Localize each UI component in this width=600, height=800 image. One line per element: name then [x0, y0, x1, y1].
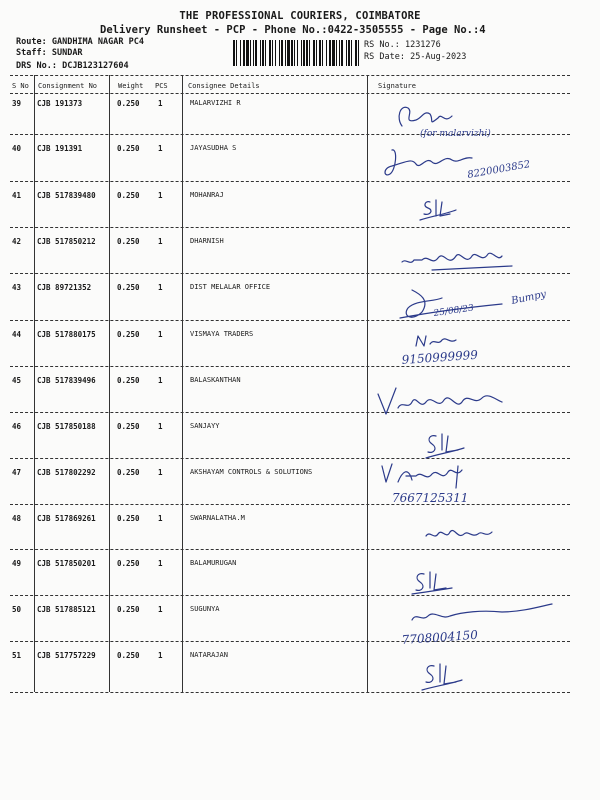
drs-line	[16, 61, 129, 71]
barcode-bar	[281, 40, 283, 66]
cell-pcs: 1	[158, 376, 163, 385]
drs-label: DRS No.:	[16, 61, 57, 71]
barcode-bar	[336, 40, 337, 66]
signature-row-45	[372, 380, 568, 422]
cell-pcs: 1	[158, 237, 163, 246]
barcode-bar	[250, 40, 251, 66]
cell-sno: 48	[12, 514, 22, 523]
cell-pcs: 1	[158, 144, 163, 153]
cell-weight: 0.250	[117, 559, 140, 568]
cell-consignee: DIST MELALAR OFFICE	[190, 283, 271, 291]
cell-sno: 43	[12, 283, 22, 292]
cell-consignee: SWARNALATHA.M	[190, 514, 245, 522]
col-divider-sno	[34, 75, 35, 692]
signature-row-46	[372, 426, 568, 460]
barcode-bar	[272, 40, 273, 66]
cell-pcs: 1	[158, 651, 163, 660]
cell-consignee: AKSHAYAM CONTROLS & SOLUTIONS	[190, 468, 313, 476]
barcode-bar	[355, 40, 357, 66]
barcode-bar	[326, 40, 327, 66]
col-header-consignment: Consignment No	[38, 82, 98, 90]
cell-consignment-no: CJB 191391	[37, 144, 83, 153]
barcode-bar	[301, 40, 302, 66]
cell-weight: 0.250	[117, 651, 140, 660]
cell-weight: 0.250	[117, 468, 140, 477]
barcode-bar	[329, 40, 331, 66]
rs-date-label: RS Date:	[364, 52, 405, 62]
barcode-bar	[275, 40, 276, 66]
cell-sno: 44	[12, 330, 22, 339]
cell-pcs: 1	[158, 605, 163, 614]
staff-line	[16, 48, 83, 58]
staff-label: Staff:	[16, 48, 47, 58]
col-header-pcs: PCS	[155, 82, 168, 90]
cell-consignee: SUGUNYA	[190, 605, 220, 613]
cell-sno: 45	[12, 376, 22, 385]
row-separator	[10, 692, 570, 693]
barcode-bar	[297, 40, 298, 66]
cell-sno: 47	[12, 468, 22, 477]
barcode-bar	[265, 40, 266, 66]
cell-pcs: 1	[158, 559, 163, 568]
rs-date-line	[364, 52, 466, 62]
cell-consignee: MOHANRAJ	[190, 191, 224, 199]
row-separator	[10, 549, 570, 550]
cell-consignee: BALASKANTHAN	[190, 376, 241, 384]
cell-sno: 39	[12, 99, 22, 108]
barcode	[233, 40, 361, 66]
barcode-bar	[319, 40, 321, 66]
cell-consignment-no: CJB 517850201	[37, 559, 96, 568]
barcode-bar	[269, 40, 271, 66]
rs-no-value: 1231276	[404, 40, 441, 50]
rs-no-line	[364, 40, 441, 50]
company-name: THE PROFESSIONAL COURIERS, COIMBATORE	[179, 10, 421, 22]
cell-pcs: 1	[158, 330, 163, 339]
cell-weight: 0.250	[117, 514, 140, 523]
cell-weight: 0.250	[117, 191, 140, 200]
cell-pcs: 1	[158, 514, 163, 523]
cell-consignment-no: CJB 517839480	[37, 191, 96, 200]
cell-weight: 0.250	[117, 422, 140, 431]
barcode-bar	[240, 40, 241, 66]
barcode-bar	[243, 40, 245, 66]
cell-weight: 0.250	[117, 237, 140, 246]
barcode-bar	[236, 40, 237, 66]
signature-row-47	[372, 458, 568, 508]
cell-weight: 0.250	[117, 605, 140, 614]
handwritten-note-r43: Bumpy	[510, 288, 548, 307]
barcode-bar	[309, 40, 310, 66]
route-line	[16, 37, 144, 47]
cell-consignment-no: CJB 89721352	[37, 283, 92, 292]
barcode-bar	[322, 40, 323, 66]
handwritten-phone-r50: 7708004150	[401, 627, 479, 647]
barcode-bar	[348, 40, 350, 66]
signature-row-39	[372, 96, 568, 142]
cell-consignee: BALAMURUGAN	[190, 559, 237, 567]
cell-consignment-no: CJB 517802292	[37, 468, 96, 477]
barcode-bar	[253, 40, 254, 66]
signature-row-50	[372, 598, 568, 650]
signature-row-44	[372, 328, 568, 370]
col-header-consignee: Consignee Details	[188, 82, 260, 90]
cell-consignee: DHARNISH	[190, 237, 224, 245]
cell-consignment-no: CJB 517885121	[37, 605, 96, 614]
cell-weight: 0.250	[117, 283, 140, 292]
cell-consignment-no: CJB 517880175	[37, 330, 96, 339]
handwritten-phone-r44: 9150999999	[401, 347, 479, 367]
signature-row-49	[372, 566, 568, 596]
cell-consignment-no: CJB 517850188	[37, 422, 96, 431]
cell-consignee: SANJAYY	[190, 422, 220, 430]
barcode-bar	[316, 40, 317, 66]
cell-pcs: 1	[158, 468, 163, 477]
barcode-bar	[332, 40, 335, 66]
cell-weight: 0.250	[117, 99, 140, 108]
rs-date-value: 25-Aug-2023	[410, 52, 467, 62]
cell-weight: 0.250	[117, 330, 140, 339]
barcode-bar	[346, 40, 347, 66]
signature-row-41	[372, 190, 568, 224]
rs-no-label: RS No.:	[364, 40, 400, 50]
barcode-bar	[313, 40, 315, 66]
signature-row-51	[372, 654, 568, 692]
col-header-weight: Weight	[118, 82, 144, 90]
cell-consignment-no: CJB 517757229	[37, 651, 96, 660]
drs-value: DCJB123127604	[62, 61, 129, 71]
cell-sno: 49	[12, 559, 22, 568]
cell-sno: 40	[12, 144, 22, 153]
barcode-bar	[358, 40, 359, 66]
barcode-bar	[260, 40, 261, 66]
col-header-sno: S No	[12, 82, 29, 90]
row-separator	[10, 227, 570, 228]
cell-consignee: JAYASUDHA S	[190, 144, 237, 152]
signature-row-42	[372, 240, 568, 276]
barcode-bar	[233, 40, 235, 66]
barcode-bar	[303, 40, 305, 66]
cell-pcs: 1	[158, 99, 163, 108]
barcode-bar	[306, 40, 308, 66]
barcode-bar	[294, 40, 295, 66]
route-value: GANDHIMA NAGAR PC4	[51, 37, 144, 47]
table-header-border	[10, 93, 570, 94]
cell-sno: 50	[12, 605, 22, 614]
cell-weight: 0.250	[117, 376, 140, 385]
col-divider-consignment	[109, 75, 110, 692]
barcode-bar	[255, 40, 257, 66]
signature-row-40	[372, 140, 568, 184]
col-header-signature: Signature	[378, 82, 416, 90]
handwritten-note-r39: (for malarvizhi)	[420, 129, 491, 139]
barcode-bar	[279, 40, 280, 66]
cell-consignee: NATARAJAN	[190, 651, 228, 659]
cell-consignment-no: CJB 517839496	[37, 376, 96, 385]
cell-consignee: MALARVIZHI R	[190, 99, 241, 107]
cell-sno: 51	[12, 651, 22, 660]
col-divider-pcs	[182, 75, 183, 692]
table-top-border	[10, 75, 570, 76]
cell-consignment-no: CJB 517850212	[37, 237, 96, 246]
cell-sno: 42	[12, 237, 22, 246]
cell-sno: 41	[12, 191, 22, 200]
handwritten-phone-r47: 7667125311	[392, 491, 469, 505]
barcode-bar	[285, 40, 286, 66]
col-divider-consignee	[367, 75, 368, 692]
barcode-bar	[246, 40, 249, 66]
barcode-bar	[262, 40, 264, 66]
barcode-bar	[291, 40, 293, 66]
barcode-bar	[341, 40, 343, 66]
barcode-bar	[287, 40, 290, 66]
runsheet-title: Delivery Runsheet - PCP - Phone No.:0422-3505555 - Page No.:4	[100, 24, 486, 36]
cell-pcs: 1	[158, 422, 163, 431]
cell-pcs: 1	[158, 283, 163, 292]
cell-weight: 0.250	[117, 144, 140, 153]
handwritten-date-r43: 25/08/23	[433, 303, 475, 319]
cell-consignment-no: CJB 517869261	[37, 514, 96, 523]
cell-consignee: VISMAYA TRADERS	[190, 330, 254, 338]
signature-row-48	[372, 516, 568, 548]
cell-consignment-no: CJB 191373	[37, 99, 83, 108]
staff-value: SUNDAR	[51, 48, 83, 58]
handwritten-phone-r40: 8220003852	[466, 159, 532, 181]
cell-pcs: 1	[158, 191, 163, 200]
barcode-bar	[339, 40, 340, 66]
signature-row-43	[372, 282, 568, 324]
route-label: Route:	[16, 37, 47, 47]
barcode-bar	[351, 40, 352, 66]
cell-sno: 46	[12, 422, 22, 431]
